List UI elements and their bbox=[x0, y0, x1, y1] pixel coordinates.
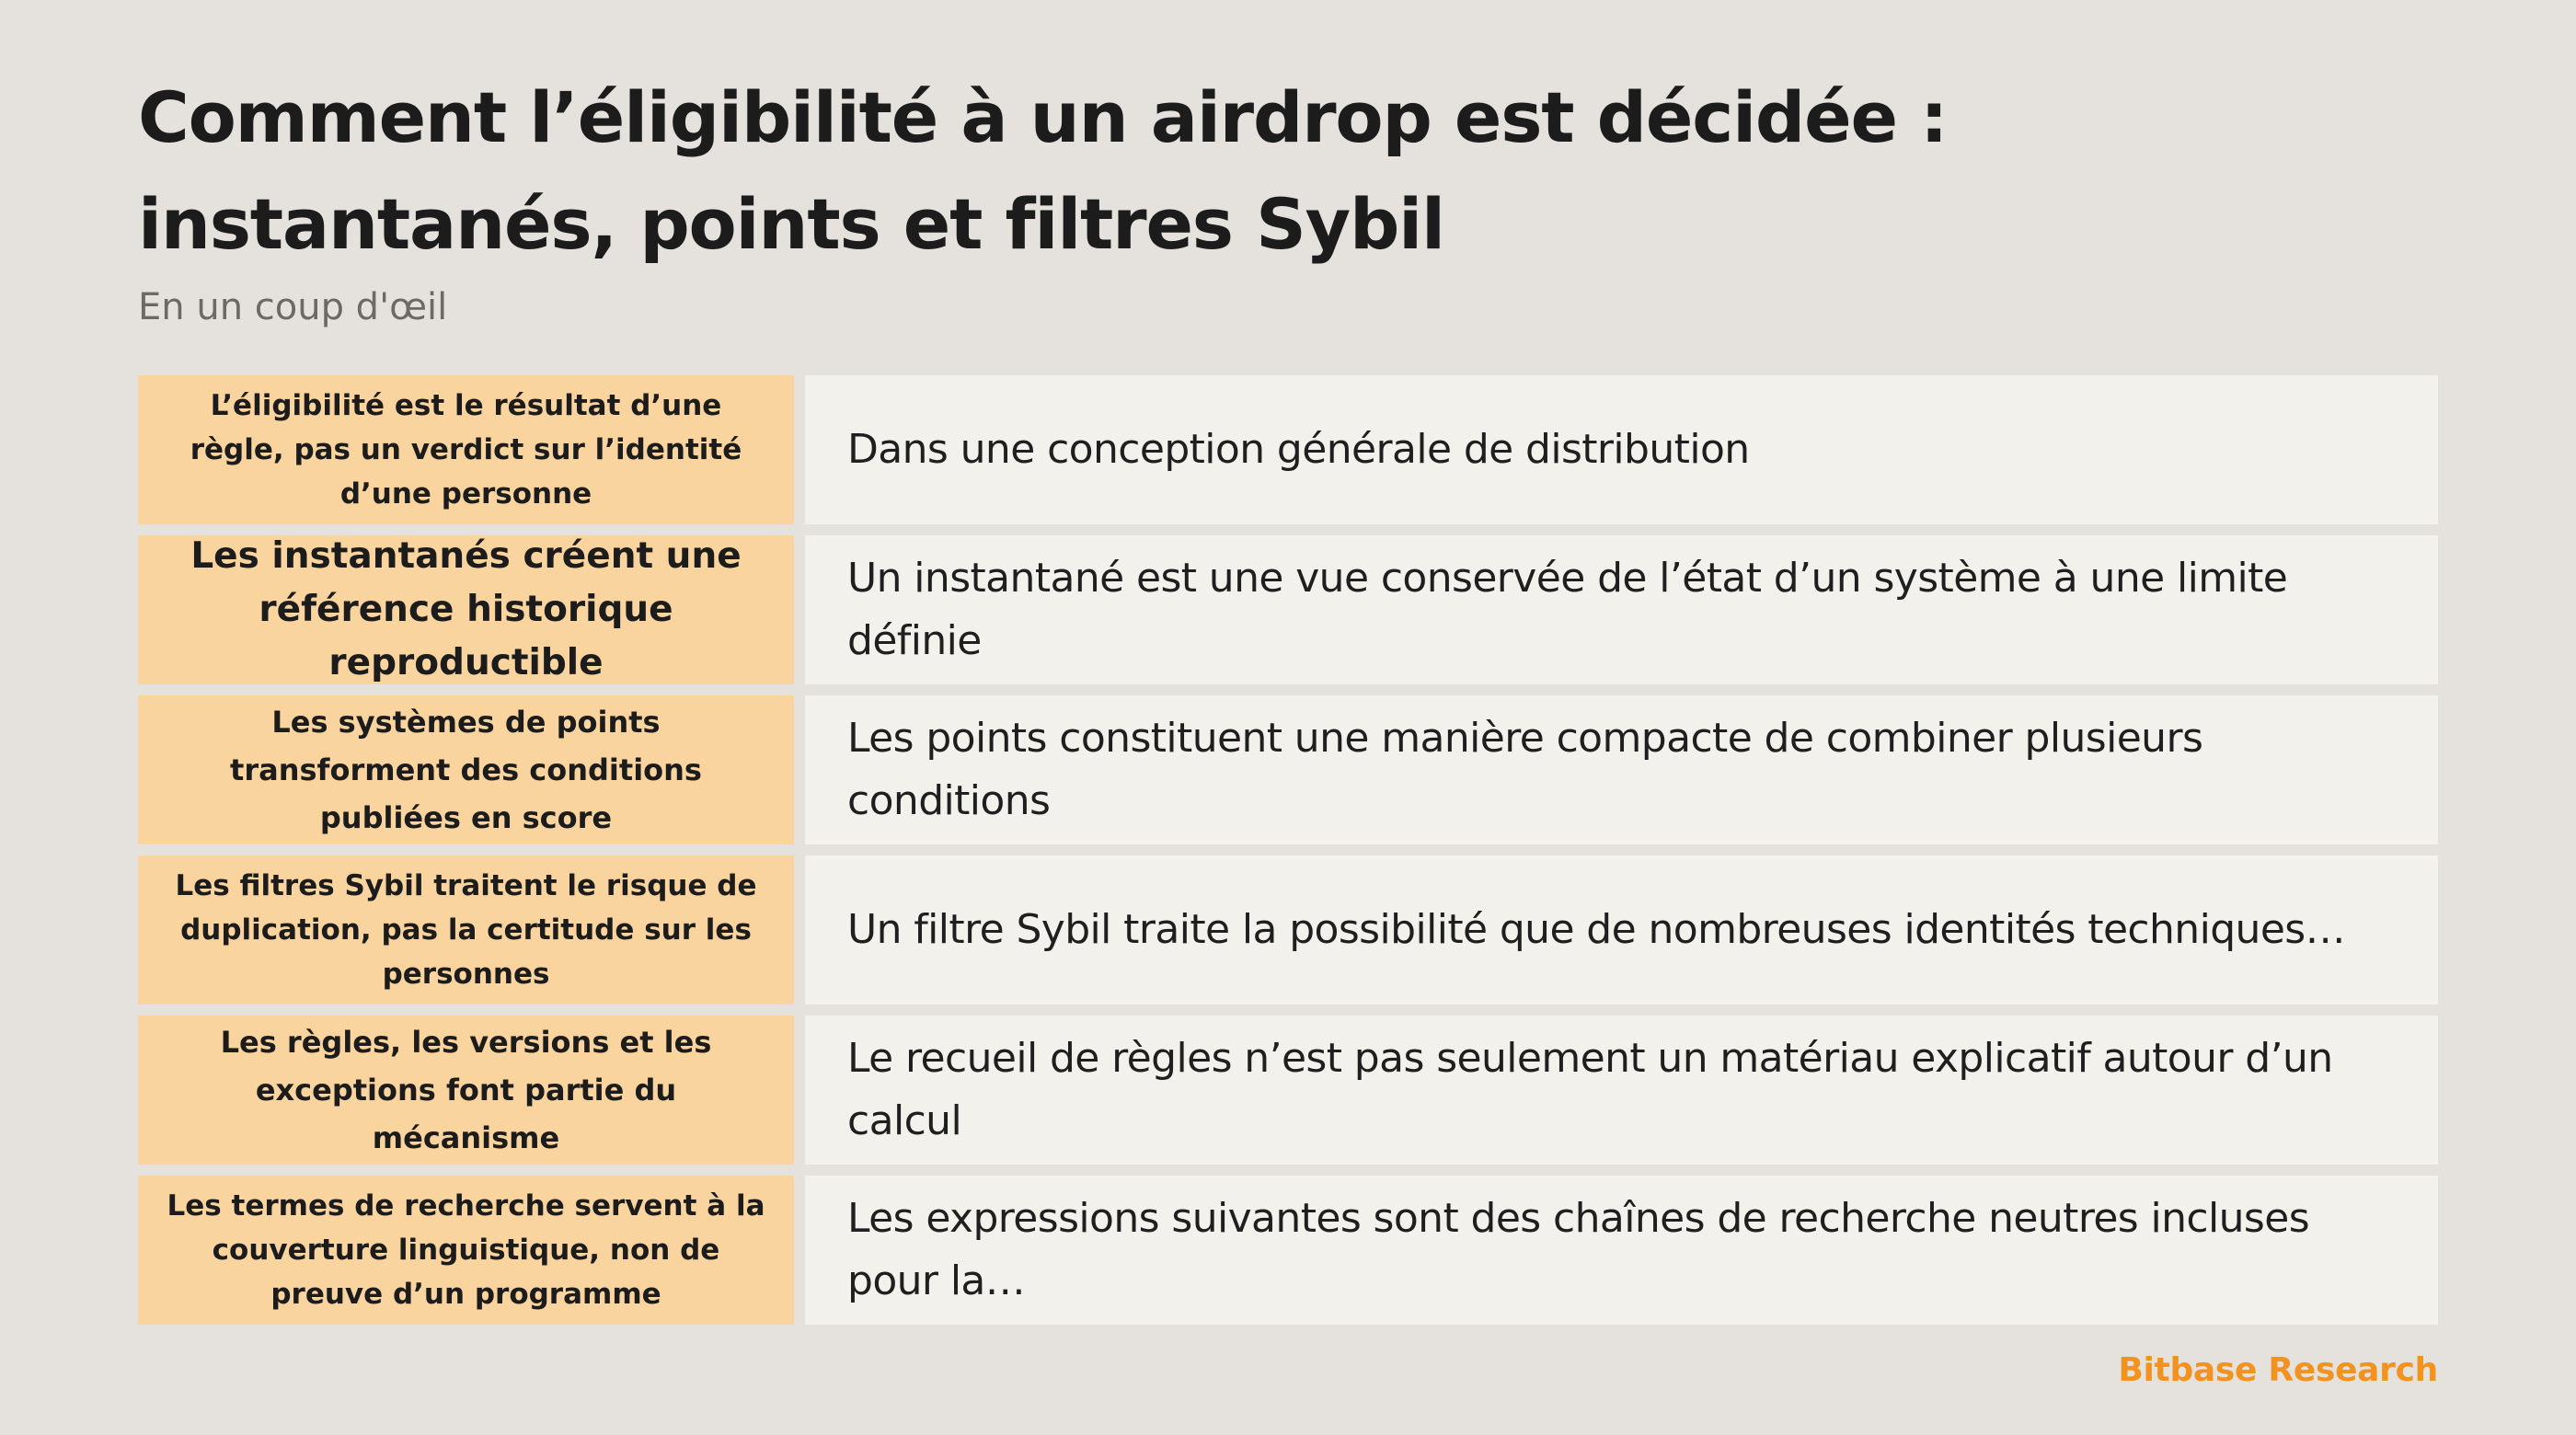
page-subtitle: En un coup d'œil bbox=[138, 286, 448, 328]
row-text: Dans une conception générale de distribution bbox=[805, 375, 2438, 524]
row-text: Les expressions suivantes sont des chaînes de recherche neutres incluses pour la… bbox=[805, 1176, 2438, 1325]
row-text: Le recueil de règles n’est pas seulement un matériau explicatif autour d’un calcul bbox=[805, 1016, 2438, 1165]
row-heading: Les systèmes de points transforment des conditions publiées en score bbox=[138, 695, 794, 844]
row-heading: Les règles, les versions et les exceptions font partie du mécanisme bbox=[138, 1016, 794, 1165]
brand-footer: Bitbase Research bbox=[2118, 1351, 2438, 1389]
table-row bbox=[138, 375, 2438, 524]
row-text: Un filtre Sybil traite la possibilité que de nombreuses identités techniques… bbox=[805, 855, 2438, 1004]
page-header bbox=[138, 64, 2438, 333]
table-row bbox=[138, 535, 2438, 684]
row-heading: L’éligibilité est le résultat d’une règle, pas un verdict sur l’identité d’une personne bbox=[138, 375, 794, 524]
row-heading: Les filtres Sybil traitent le risque de duplication, pas la certitude sur les personnes bbox=[138, 855, 794, 1004]
table-row bbox=[138, 1016, 2438, 1165]
row-text: Les points constituent une manière compacte de combiner plusieurs conditions bbox=[805, 695, 2438, 844]
row-text: Un instantané est une vue conservée de l’état d’un système à une limite définie bbox=[805, 535, 2438, 684]
table-row bbox=[138, 1176, 2438, 1325]
page-title: Comment l’éligibilité à un airdrop est décidée : instantanés, points et filtres Sybil bbox=[138, 76, 1948, 265]
row-heading: Les termes de recherche servent à la couverture linguistique, non de preuve d’un programme bbox=[138, 1176, 794, 1325]
table-row bbox=[138, 855, 2438, 1004]
summary-table bbox=[138, 375, 2438, 1325]
table-row bbox=[138, 695, 2438, 844]
row-heading: Les instantanés créent une référence historique reproductible bbox=[138, 535, 794, 684]
